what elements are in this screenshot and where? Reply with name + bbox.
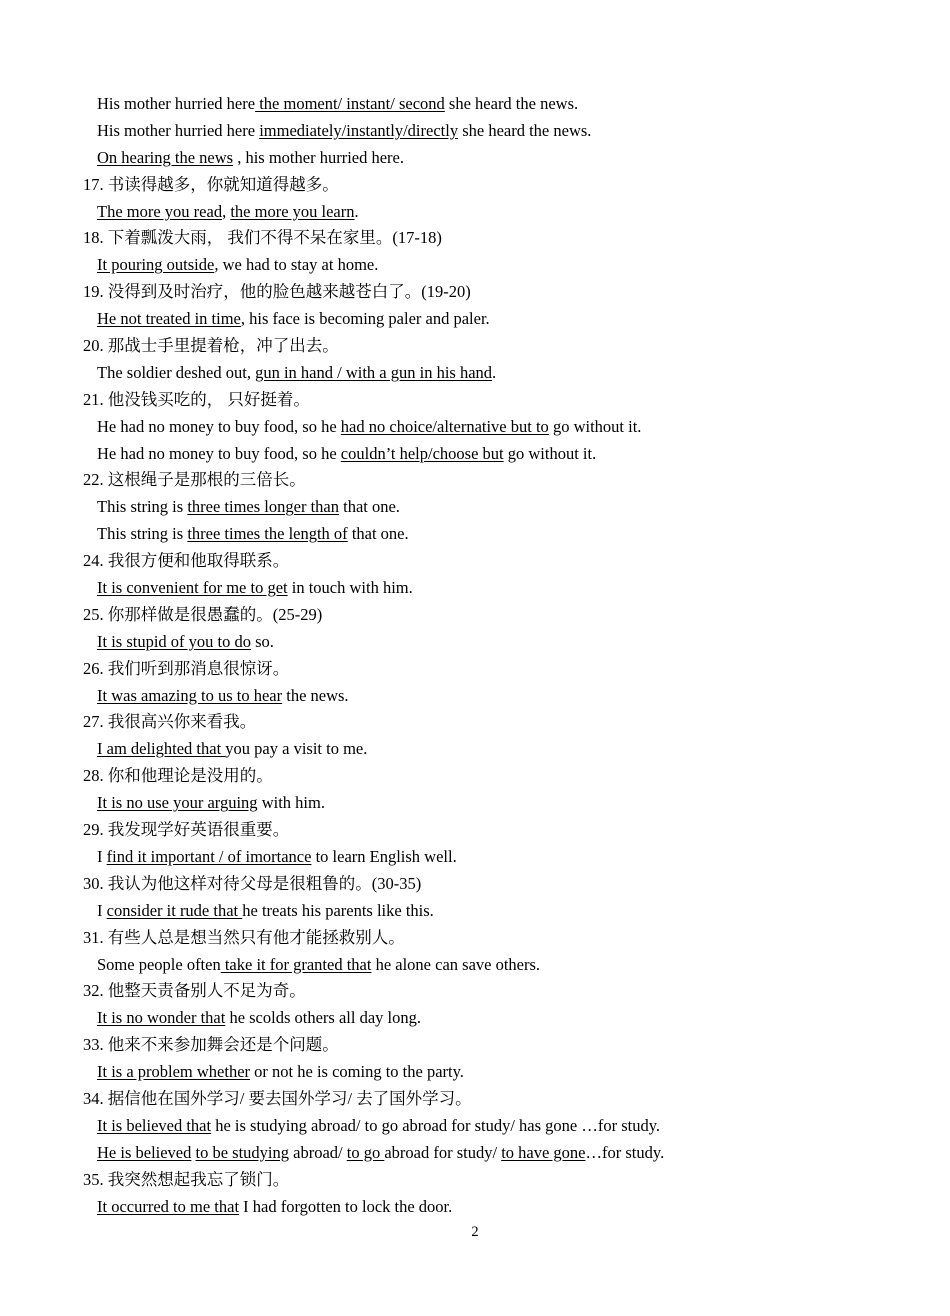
answer-line bbox=[0, 683, 950, 710]
underlined-phrase: three times longer than bbox=[187, 497, 339, 517]
underlined-phrase: the more you learn bbox=[230, 201, 355, 221]
text-segment: , his mother hurried here. bbox=[233, 147, 404, 167]
text-segment: in touch with him. bbox=[287, 578, 413, 598]
question-line bbox=[0, 871, 950, 898]
underlined-phrase: He not treated in time bbox=[97, 309, 241, 329]
text-segment: to learn English well. bbox=[311, 846, 457, 866]
answer-line bbox=[0, 360, 950, 387]
underlined-phrase: It is convenient for me to get bbox=[97, 578, 288, 598]
answer-line bbox=[0, 414, 950, 441]
answer-line bbox=[0, 1059, 950, 1086]
question-line bbox=[0, 548, 950, 575]
text-segment: 17. 书读得越多，你就知道得越多。 bbox=[83, 174, 339, 194]
question-line bbox=[0, 763, 950, 790]
text-segment: she heard the news. bbox=[458, 120, 592, 140]
text-segment: 19. 没得到及时治疗，他的脸色越来越苍白了。(19-20) bbox=[83, 282, 471, 302]
question-line bbox=[0, 602, 950, 629]
question-line bbox=[0, 978, 950, 1005]
answer-line bbox=[0, 575, 950, 602]
exercise-lines bbox=[0, 91, 950, 1220]
answer-line bbox=[0, 521, 950, 548]
underlined-phrase: consider it rude that bbox=[106, 900, 243, 920]
underlined-phrase: find it important / of imortance bbox=[106, 846, 312, 866]
underlined-phrase: take it for granted that bbox=[220, 954, 372, 974]
question-line bbox=[0, 1032, 950, 1059]
underlined-phrase: to go bbox=[346, 1142, 385, 1162]
text-segment: so. bbox=[251, 631, 274, 651]
underlined-phrase: The more you read bbox=[97, 201, 223, 221]
underlined-phrase: On hearing the news bbox=[97, 147, 234, 167]
answer-line bbox=[0, 844, 950, 871]
answer-line bbox=[0, 790, 950, 817]
answer-line bbox=[0, 494, 950, 521]
answer-line bbox=[0, 1140, 950, 1167]
question-line bbox=[0, 172, 950, 199]
answer-line bbox=[0, 252, 950, 279]
text-segment: he alone can save others. bbox=[371, 954, 541, 974]
text-segment: He had no money to buy food, so he bbox=[97, 443, 341, 463]
text-segment: . bbox=[492, 362, 497, 382]
text-segment: 24. 我很方便和他取得联系。 bbox=[83, 551, 290, 571]
text-segment: that one. bbox=[338, 497, 400, 517]
question-line bbox=[0, 817, 950, 844]
text-segment: go without it. bbox=[548, 416, 642, 436]
answer-line bbox=[0, 145, 950, 172]
text-segment: 22. 这根绳子是那根的三倍长。 bbox=[83, 470, 306, 490]
text-segment: that one. bbox=[347, 524, 409, 544]
text-segment: 20. 那战士手里提着枪，冲了出去。 bbox=[83, 336, 339, 356]
answer-line bbox=[0, 118, 950, 145]
answer-line bbox=[0, 199, 950, 226]
underlined-phrase: three times the length of bbox=[187, 524, 348, 544]
underlined-phrase: It is believed that bbox=[97, 1115, 212, 1135]
text-segment: The soldier deshed out, bbox=[97, 362, 256, 382]
text-segment: I had forgotten to lock the door. bbox=[239, 1196, 453, 1216]
text-segment: This string is bbox=[97, 497, 188, 517]
text-segment: he is studying abroad/ to go abroad for study/ has gone …for study. bbox=[211, 1115, 661, 1135]
underlined-phrase: It is a problem whether bbox=[97, 1062, 251, 1082]
text-segment: you pay a visit to me. bbox=[225, 739, 368, 759]
text-segment: . bbox=[354, 201, 359, 221]
page-number: 2 bbox=[471, 1224, 479, 1240]
question-line bbox=[0, 1167, 950, 1194]
underlined-phrase: It is no wonder that bbox=[97, 1008, 226, 1028]
text-segment: 18. 下着瓢泼大雨， 我们不得不呆在家里。(17-18) bbox=[83, 228, 442, 248]
text-segment: he treats his parents like this. bbox=[242, 900, 434, 920]
underlined-phrase: It is stupid of you to do bbox=[97, 631, 252, 651]
question-line bbox=[0, 1086, 950, 1113]
text-segment: 26. 我们听到那消息很惊讶。 bbox=[83, 658, 290, 678]
answer-line bbox=[0, 1113, 950, 1140]
underlined-phrase: It is no use your arguing bbox=[97, 793, 258, 813]
answer-line bbox=[0, 952, 950, 979]
text-segment: , his face is becoming paler and paler. bbox=[240, 309, 490, 329]
underlined-phrase: had no choice/alternative but to bbox=[340, 416, 549, 436]
question-line bbox=[0, 387, 950, 414]
underlined-phrase: couldn’t help/choose but bbox=[340, 443, 504, 463]
text-segment: 31. 有些人总是想当然只有他才能拯救别人。 bbox=[83, 927, 405, 947]
text-segment: 33. 他来不来参加舞会还是个问题。 bbox=[83, 1035, 339, 1055]
answer-line bbox=[0, 306, 950, 333]
answer-line bbox=[0, 1005, 950, 1032]
underlined-phrase: It was amazing to us to hear bbox=[97, 685, 283, 705]
text-segment: 28. 你和他理论是没用的。 bbox=[83, 766, 273, 786]
answer-line bbox=[0, 629, 950, 656]
text-segment: 32. 他整天责备别人不足为奇。 bbox=[83, 981, 306, 1001]
text-segment: the news. bbox=[282, 685, 349, 705]
answer-line bbox=[0, 1194, 950, 1221]
text-segment: he scolds others all day long. bbox=[225, 1008, 421, 1028]
text-segment: 21. 他没钱买吃的， 只好挺着。 bbox=[83, 389, 310, 409]
answer-line bbox=[0, 736, 950, 763]
underlined-phrase: I am delighted that bbox=[97, 739, 226, 759]
question-line bbox=[0, 225, 950, 252]
text-segment: His mother hurried here bbox=[97, 94, 256, 113]
text-segment: with him. bbox=[257, 793, 325, 813]
question-line bbox=[0, 709, 950, 736]
underlined-phrase: gun in hand / with a gun in his hand bbox=[255, 362, 493, 382]
text-segment: 27. 我很高兴你来看我。 bbox=[83, 712, 257, 732]
question-line bbox=[0, 279, 950, 306]
text-segment: I bbox=[97, 846, 107, 866]
text-segment: I bbox=[97, 900, 107, 920]
text-segment: 29. 我发现学好英语很重要。 bbox=[83, 820, 290, 840]
underlined-phrase: It occurred to me that bbox=[97, 1196, 240, 1216]
underlined-phrase: It pouring outside bbox=[97, 255, 215, 275]
text-segment: …for study. bbox=[585, 1142, 665, 1162]
question-line bbox=[0, 925, 950, 952]
text-segment: go without it. bbox=[503, 443, 597, 463]
text-segment: 35. 我突然想起我忘了锁门。 bbox=[83, 1169, 290, 1189]
question-line bbox=[0, 656, 950, 683]
answer-line bbox=[0, 441, 950, 468]
text-segment: abroad for study/ bbox=[384, 1142, 502, 1162]
text-segment: 34. 据信他在国外学习/ 要去国外学习/ 去了国外学习。 bbox=[83, 1088, 472, 1108]
text-segment: , we had to stay at home. bbox=[214, 255, 379, 275]
question-line bbox=[0, 333, 950, 360]
text-segment: abroad/ bbox=[289, 1142, 347, 1162]
text-segment: Some people often bbox=[97, 954, 221, 974]
text-segment: 25. 你那样做是很愚蠢的。(25-29) bbox=[83, 604, 323, 624]
answer-line bbox=[0, 898, 950, 925]
underlined-phrase: immediately/instantly/directly bbox=[259, 120, 459, 140]
text-segment: she heard the news. bbox=[444, 94, 579, 113]
text-segment: , bbox=[222, 201, 231, 221]
text-segment: or not he is coming to the party. bbox=[250, 1062, 464, 1082]
answer-line bbox=[0, 91, 950, 118]
underlined-phrase: to be studying bbox=[195, 1142, 290, 1162]
underlined-phrase: the moment/ instant/ second bbox=[255, 94, 445, 113]
underlined-phrase: He is believed bbox=[97, 1142, 192, 1162]
text-segment: 30. 我认为他这样对待父母是很粗鲁的。(30-35) bbox=[83, 873, 422, 893]
text-segment: His mother hurried here bbox=[97, 120, 260, 140]
text-segment: He had no money to buy food, so he bbox=[97, 416, 341, 436]
question-line bbox=[0, 467, 950, 494]
text-segment: This string is bbox=[97, 524, 188, 544]
underlined-phrase: to have gone bbox=[501, 1142, 586, 1162]
